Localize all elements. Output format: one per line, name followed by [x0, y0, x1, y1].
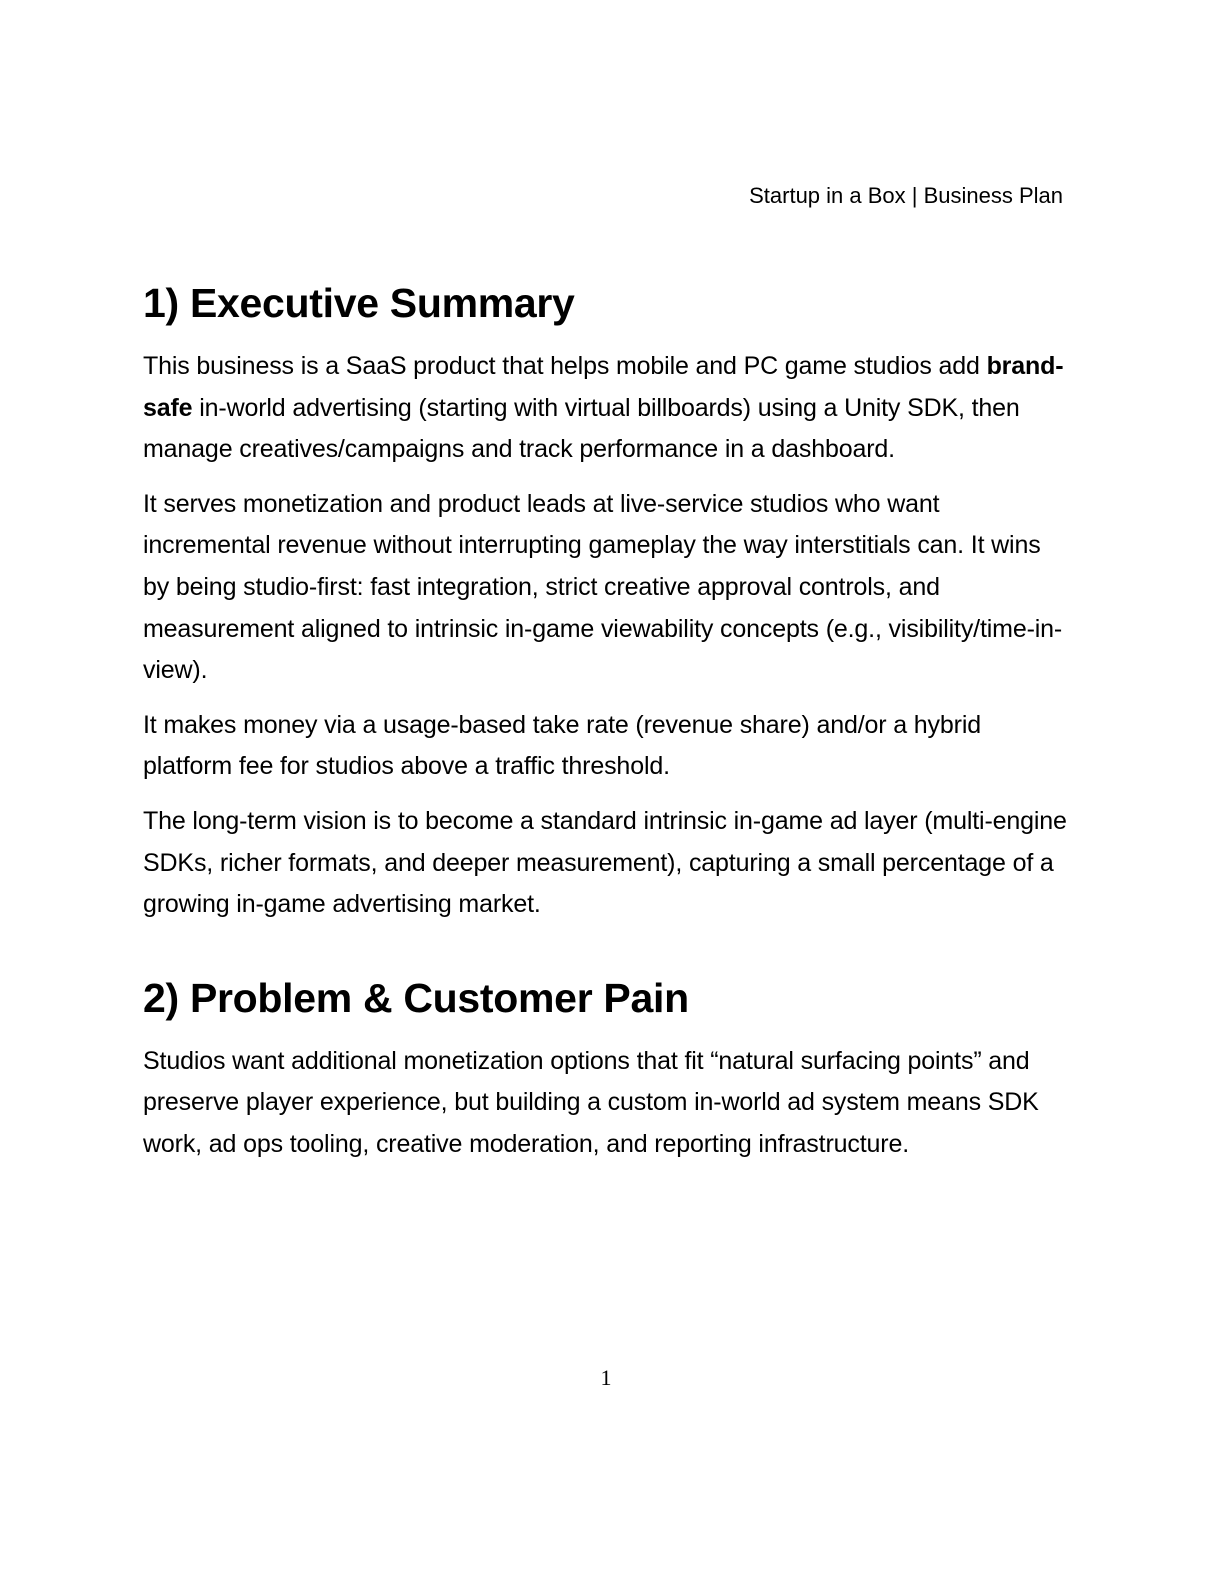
section-heading-executive-summary: 1) Executive Summary: [143, 280, 575, 326]
page-body: [143, 274, 1073, 1166]
paragraph: [143, 346, 1073, 471]
running-header: Startup in a Box | Business Plan: [749, 183, 1063, 208]
page-number: 1: [600, 1365, 612, 1390]
paragraph: It makes money via a usage-based take rate (revenue share) and/or a hybrid platform fee for studios above a traffic threshold.: [143, 710, 981, 781]
paragraph: Studios want additional monetization options that fit “natural surfacing points” and preserve player experience, but building a custom in-world ad system means SDK work, ad ops tooling, creative moderation, and reporting infrastructure.: [143, 1046, 1039, 1158]
bold-term: brand-safe: [143, 352, 1064, 422]
paragraph: It serves monetization and product leads at live-service studios who want incremental revenue without interrupting gameplay the way interstitials can. It wins by being studio-first: fast integration, strict creative approval controls, and measurement aligned to intrinsic in-game viewability concepts (e.g., visibility/time-in-view).: [143, 489, 1063, 685]
paragraph-text: This business is a SaaS product that helps mobile and PC game studios add: [143, 352, 987, 380]
section-heading-problem: 2) Problem & Customer Pain: [143, 974, 689, 1021]
paragraph-text: in-world advertising (starting with virtual billboards) using a Unity SDK, then manage creatives/campaigns and track performance in a dashboard.: [143, 393, 1020, 464]
paragraph: The long-term vision is to become a standard intrinsic in-game ad layer (multi-engine SDKs, richer formats, and deeper measurement), capturing a small percentage of a growing in-game advertising market.: [143, 806, 1067, 919]
